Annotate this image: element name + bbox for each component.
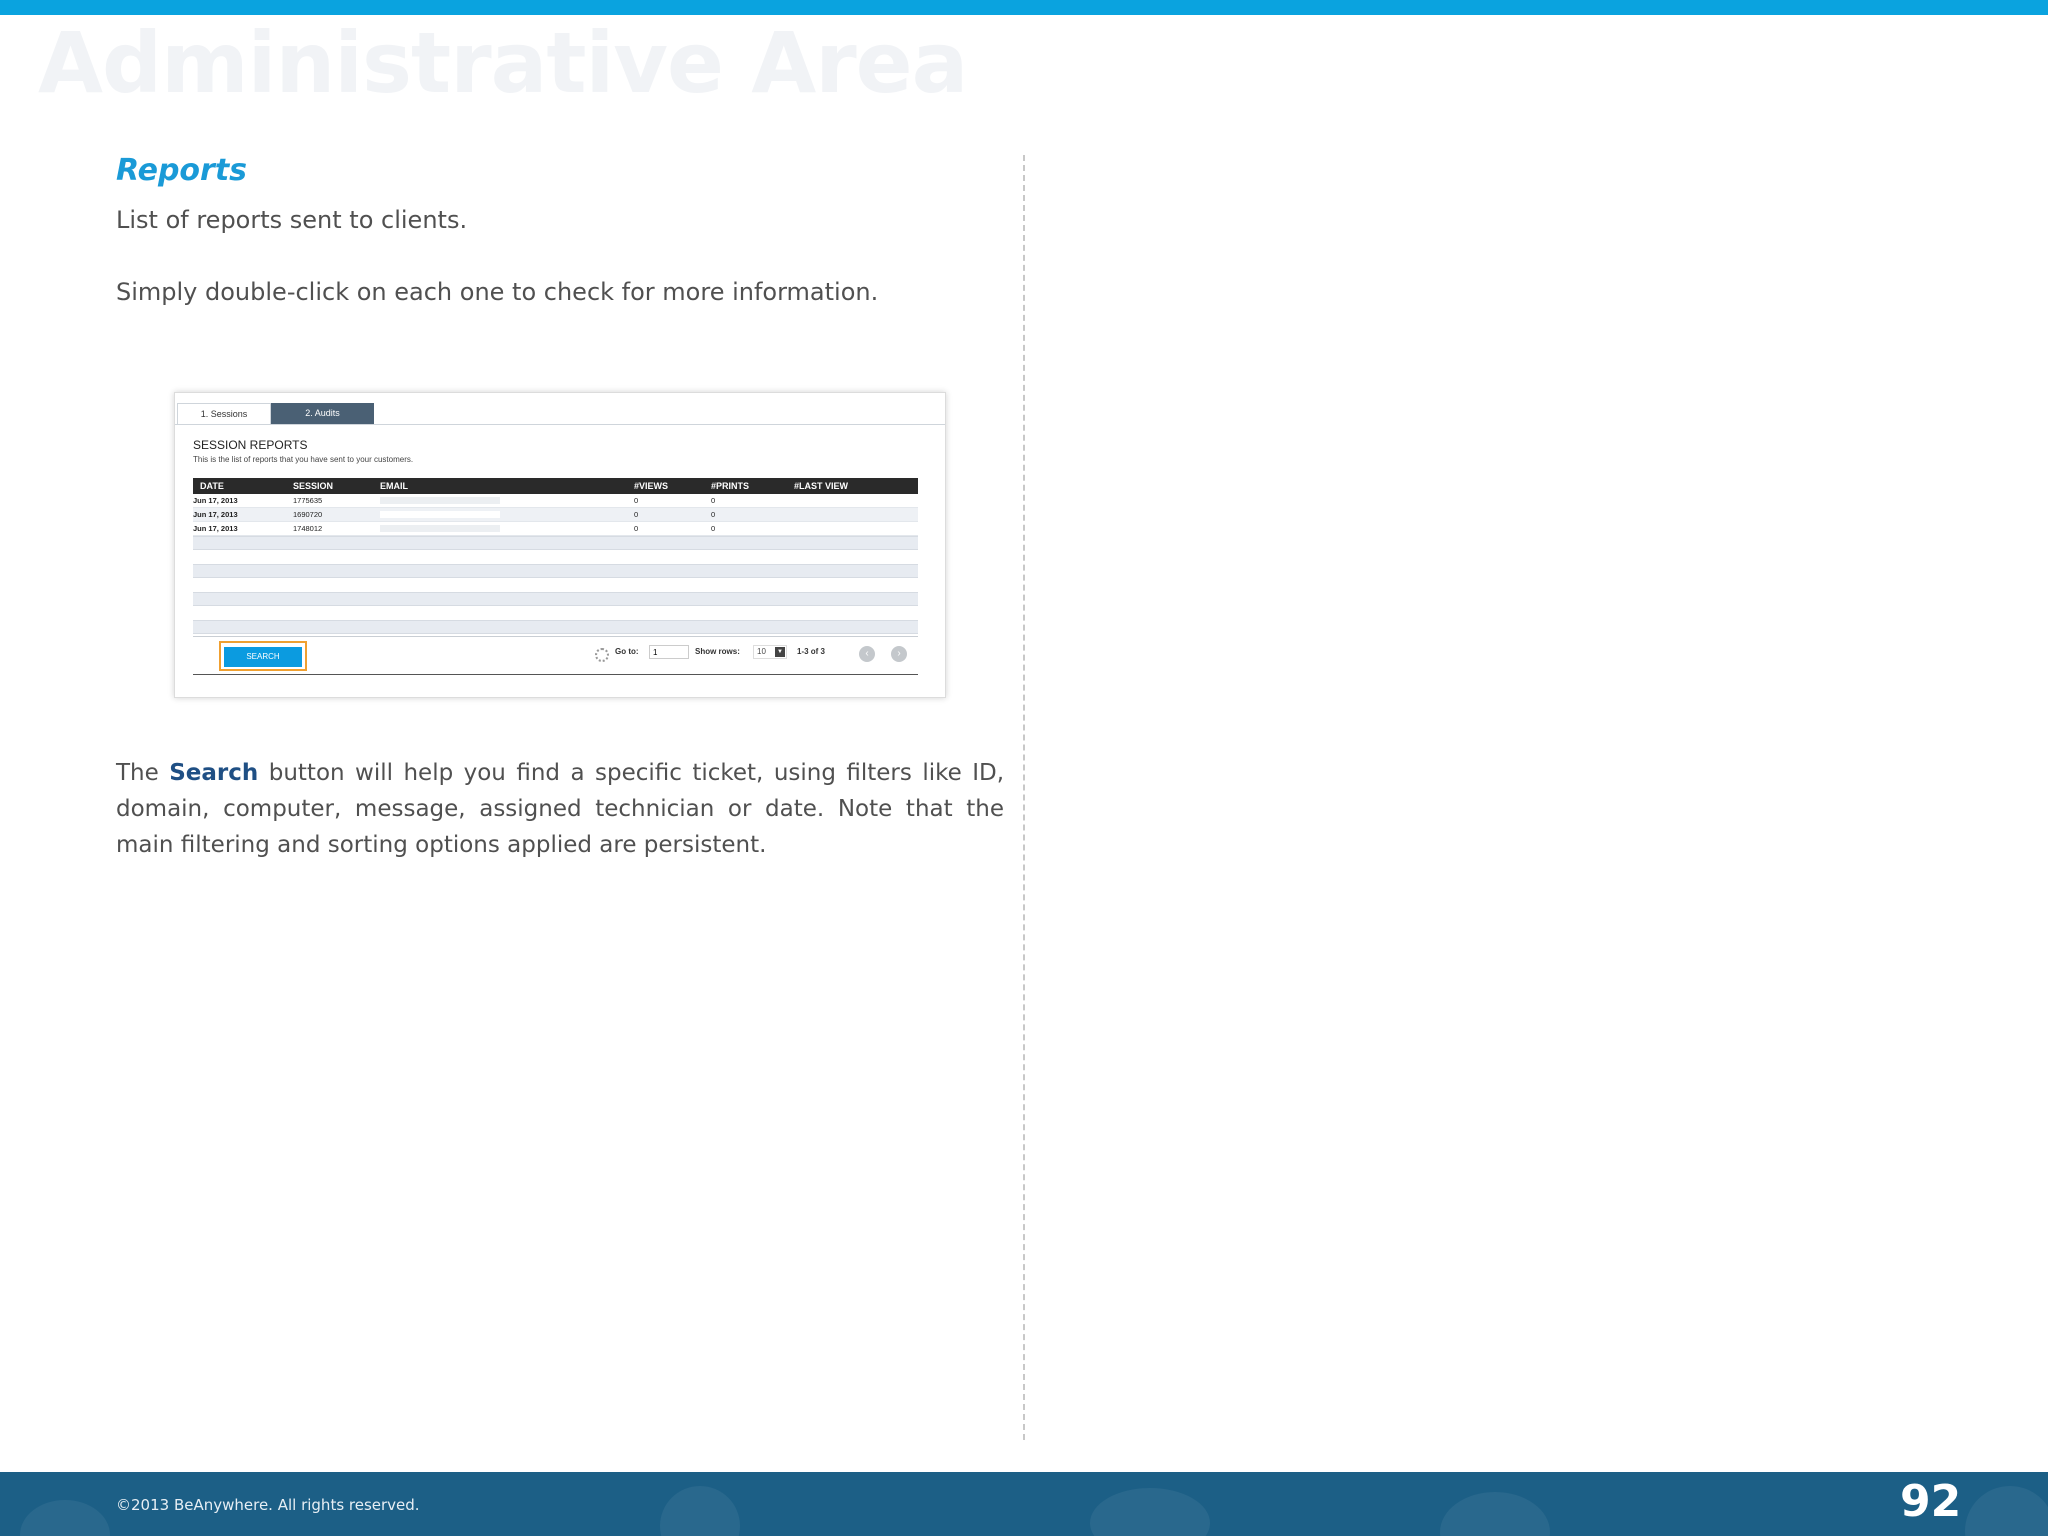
intro-text: List of reports sent to clients. [116,206,468,234]
table-row[interactable] [193,494,918,508]
show-rows-value: 10 [757,647,766,656]
cell-email-redacted [380,497,500,504]
next-page-icon[interactable]: › [891,646,907,662]
column-header-date[interactable]: DATE [200,481,224,491]
description-prefix: The [116,760,170,786]
column-divider [1023,155,1025,1440]
column-header-views[interactable]: #VIEWS [634,481,669,491]
cell-prints: 0 [711,524,716,533]
column-header-email[interactable]: EMAIL [380,481,408,491]
table-row[interactable] [193,522,918,536]
cell-date: Jun 17, 2013 [193,496,238,505]
tab-audits[interactable]: 2. Audits [271,403,374,424]
goto-page-input[interactable] [649,645,689,659]
cell-session: 1775635 [293,496,323,505]
copyright-text: ©2013 BeAnywhere. All rights reserved. [116,1496,420,1514]
column-header-session[interactable]: SESSION [293,481,334,491]
show-rows-label: Show rows: [695,647,740,656]
cell-prints: 0 [711,496,716,505]
session-reports-title: SESSION REPORTS [193,438,308,452]
cell-date: Jun 17, 2013 [193,510,238,519]
cell-views: 0 [634,510,639,519]
instruction-text: Simply double-click on each one to check for more information. [116,278,879,306]
search-keyword: Search [169,760,259,786]
description-suffix: button will help you find a specific ticket, using filters like ID, domain, computer, message, assigned technician or date. Note that the main filtering and sorting options applied are persistent. [116,760,1005,858]
refresh-icon[interactable] [595,648,609,662]
footer-decoration [1090,1488,1210,1536]
table-header [193,478,918,494]
search-description [116,755,1004,863]
cell-views: 0 [634,496,639,505]
cell-date: Jun 17, 2013 [193,524,238,533]
search-button-highlight [219,641,307,671]
reports-screenshot [174,392,946,698]
empty-row [193,620,918,634]
previous-page-icon[interactable]: ‹ [859,646,875,662]
table-footer-divider [193,636,918,637]
page-range-label: 1-3 of 3 [797,647,826,656]
empty-row [193,564,918,578]
footer-decoration [20,1500,110,1536]
show-rows-select[interactable] [753,645,787,659]
column-header-last-view[interactable]: #LAST VIEW [794,481,849,491]
column-header-prints[interactable]: #PRINTS [711,481,750,491]
table-row[interactable] [193,508,918,522]
cell-prints: 0 [711,510,716,519]
footer-decoration [660,1486,740,1536]
section-title: Reports [116,153,248,188]
cell-views: 0 [634,524,639,533]
tab-bar [175,403,945,425]
search-button[interactable]: SEARCH [224,647,302,667]
page-footer [0,1472,2048,1536]
footer-decoration [1965,1486,2048,1536]
page-number: 92 [1900,1476,1962,1527]
footer-decoration [1440,1492,1550,1536]
page-heading-watermark: Administrative Area [38,14,968,112]
session-reports-subtitle: This is the list of reports that you have sent to your customers. [193,455,414,464]
top-accent-bar [0,0,2048,15]
goto-label: Go to: [615,647,639,656]
tab-sessions[interactable]: 1. Sessions [177,403,271,424]
cell-email-redacted [380,525,500,532]
chevron-down-icon: ▼ [775,647,785,657]
empty-row [193,536,918,550]
screenshot-bottom-line [193,674,918,675]
cell-email-redacted [380,511,500,518]
cell-session: 1748012 [293,524,323,533]
empty-row [193,592,918,606]
cell-session: 1690720 [293,510,323,519]
